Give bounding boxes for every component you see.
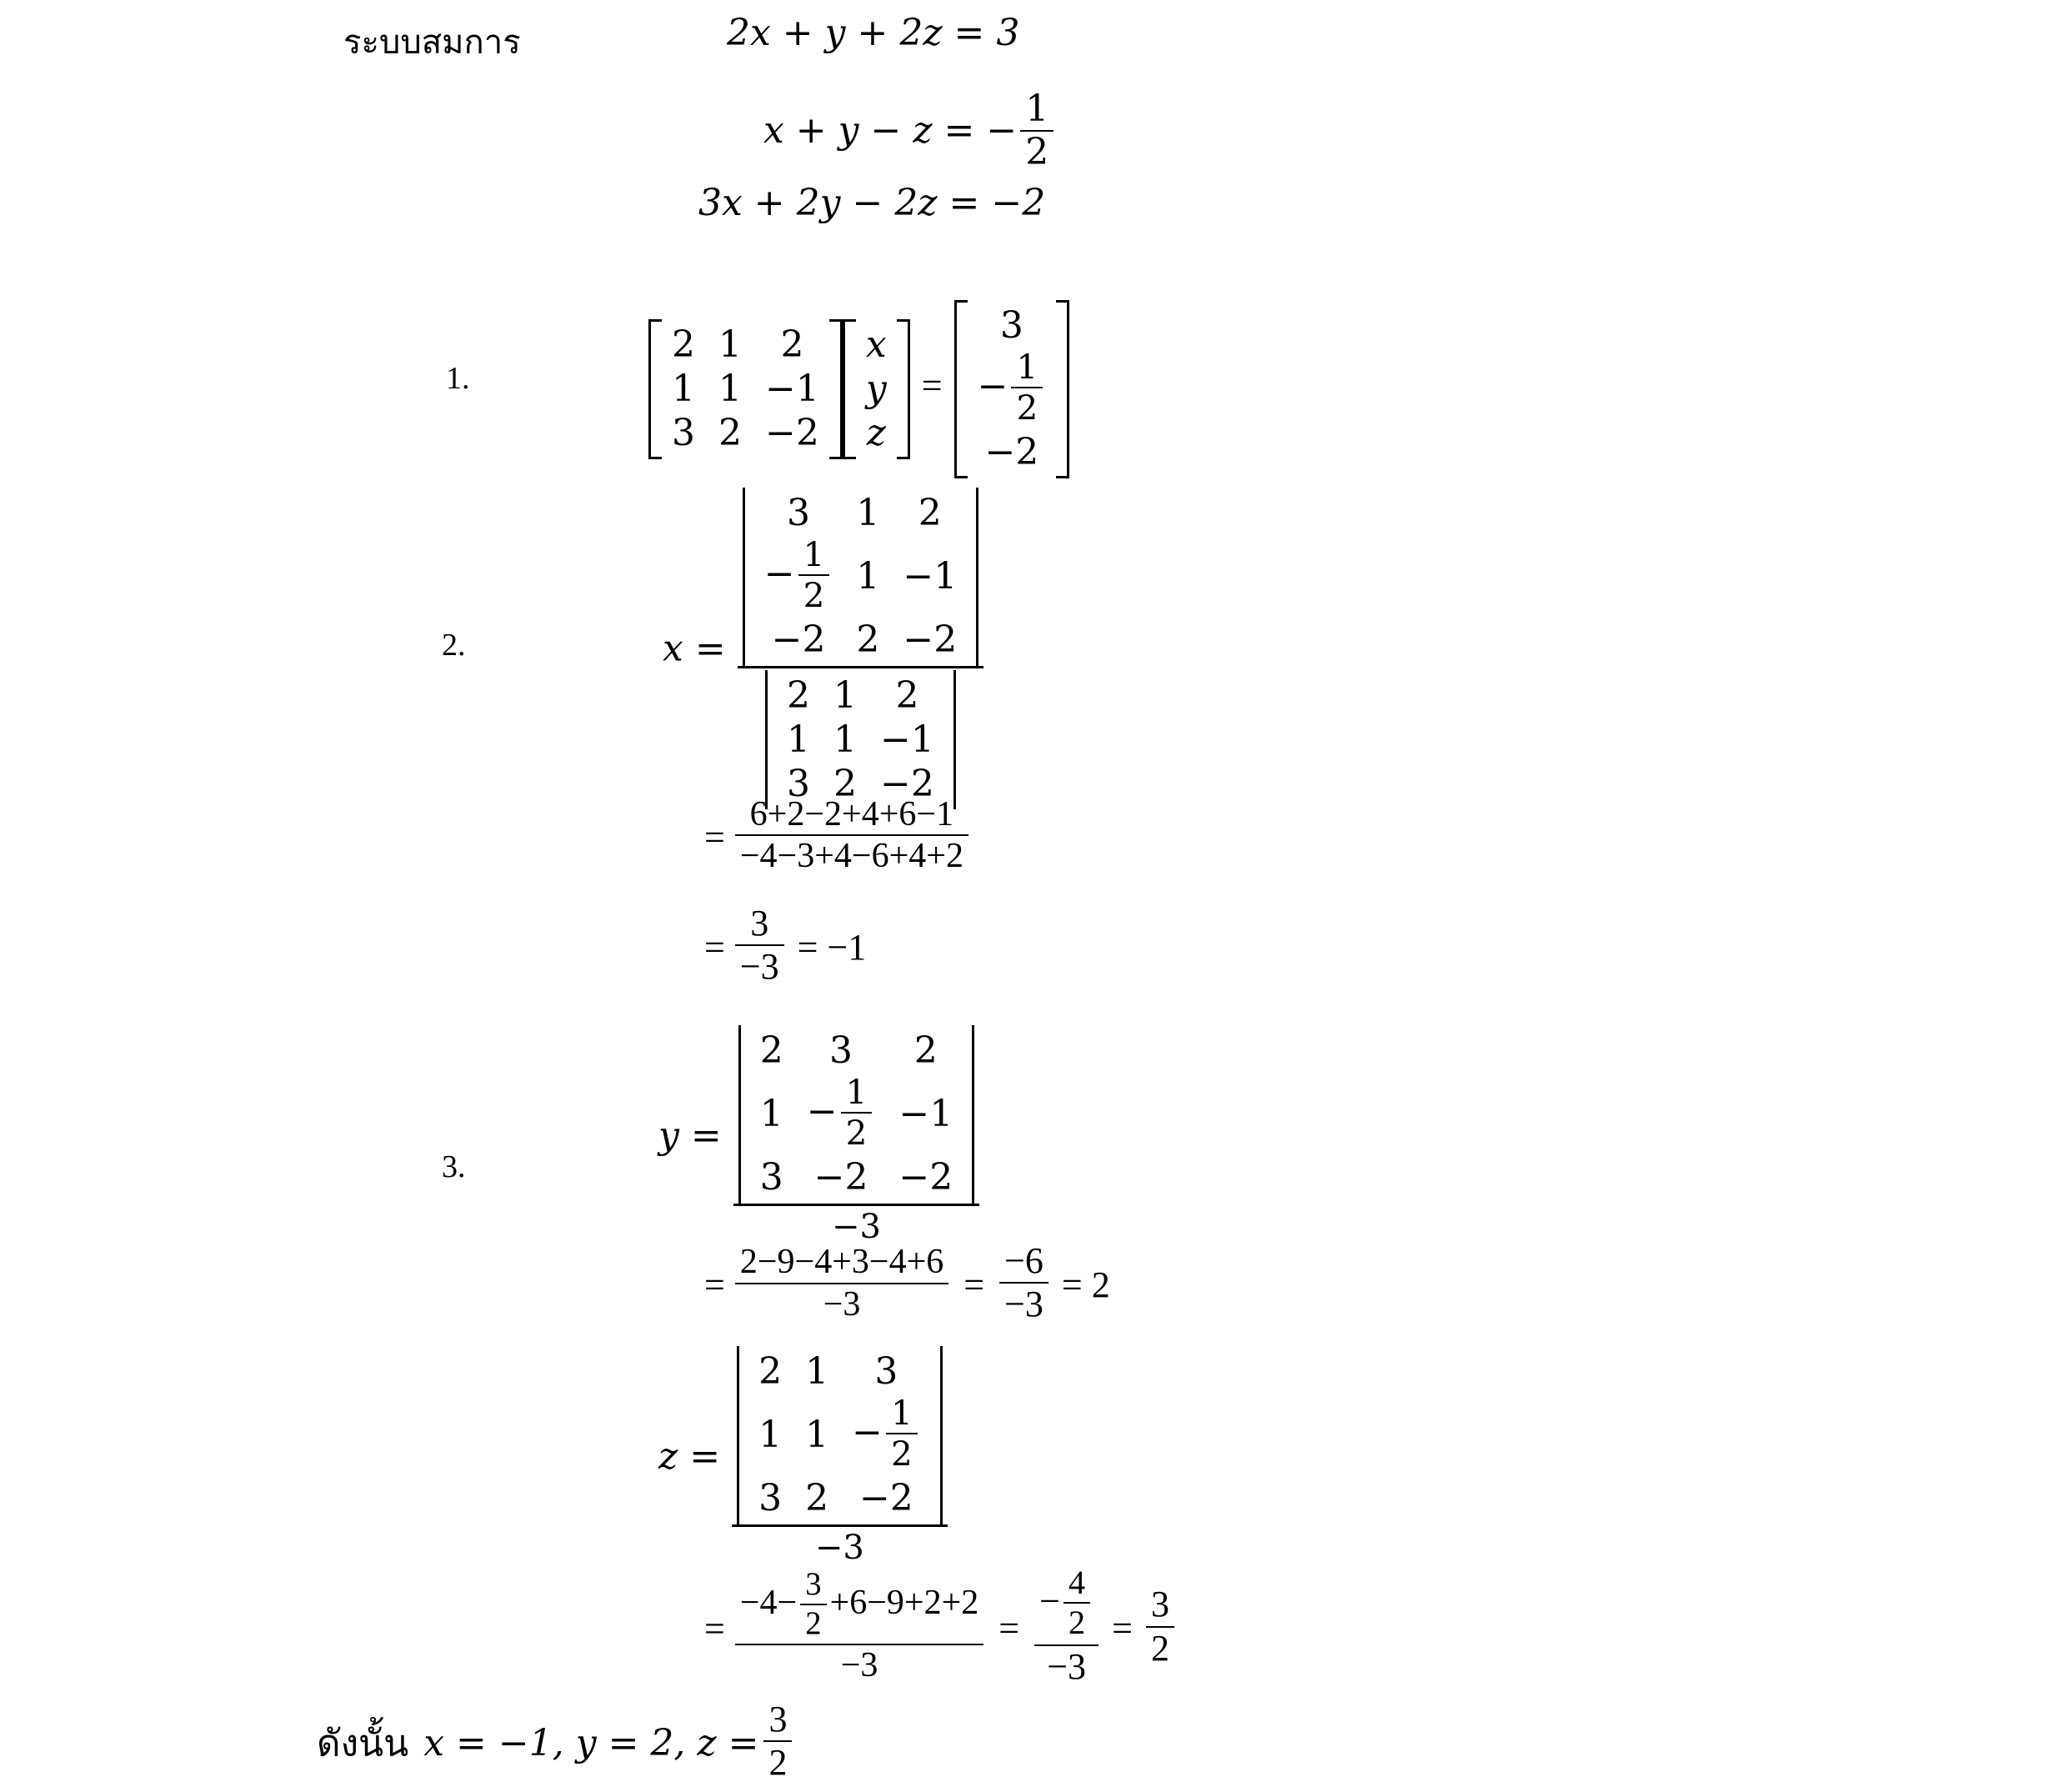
equals-sign: =: [690, 1114, 722, 1157]
fraction-denominator: −3: [735, 944, 784, 989]
step-3-number: 3.: [442, 1149, 466, 1184]
fraction: [735, 903, 784, 989]
equals-sign: =: [704, 816, 725, 858]
fraction-denominator: −3: [733, 1204, 980, 1246]
matrix-cell: 2: [672, 323, 695, 366]
matrix-cell: 1: [758, 1414, 783, 1457]
matrix-cell: 2: [856, 618, 880, 662]
equation-2-lhs: x + y − z = −: [763, 109, 1018, 153]
numerator-determinant: [741, 488, 981, 666]
denominator-determinant: [763, 670, 958, 810]
matrix-cell: 2: [759, 1029, 783, 1072]
matrix-cell: 3: [758, 1477, 783, 1520]
fraction-numerator: [738, 488, 984, 666]
fraction-numerator: 3: [750, 902, 769, 944]
step-1-number: 1.: [446, 361, 470, 396]
matrix-cell: [966, 348, 1059, 430]
fraction-denominator: 2: [1146, 1626, 1174, 1670]
equals-sign: =: [689, 1434, 721, 1478]
matrix-cell: 2: [718, 412, 742, 455]
step-4-line-2: [704, 1563, 1178, 1690]
fraction-numerator: [735, 1568, 983, 1644]
matrix-row: [747, 1394, 933, 1476]
fraction-denominator: −3: [999, 1282, 1049, 1326]
fraction: [735, 1242, 948, 1324]
fraction: [841, 1073, 873, 1152]
conclusion-line: [317, 1700, 795, 1786]
fraction-denominator: 2: [800, 1604, 826, 1642]
variable-y: y: [658, 1114, 679, 1157]
equals-sign: =: [704, 1264, 725, 1306]
matrix-cell: 1: [787, 718, 811, 761]
fraction-denominator: 2: [1020, 130, 1054, 174]
fraction: [735, 794, 968, 877]
matrix-cell: 3: [787, 763, 811, 806]
matrix-cell: 3: [999, 304, 1023, 347]
fraction: [1034, 1565, 1099, 1689]
numerator-part-b: +6−9+2+2: [829, 1584, 979, 1623]
fraction: [886, 1394, 918, 1473]
matrix-row: [660, 367, 831, 411]
equals-sign: =: [1112, 1608, 1133, 1649]
fraction-numerator: 2−9−4+3−4+6: [739, 1243, 944, 1282]
matrix-row: [775, 673, 946, 718]
matrix-cell: 2: [895, 673, 919, 717]
step-2-line-2: [704, 796, 972, 878]
matrix-row: [854, 323, 898, 367]
minus-sign: −: [1039, 1580, 1060, 1622]
matrix-row: [854, 411, 898, 455]
matrix-row: [660, 323, 831, 367]
equals-sign: =: [704, 927, 725, 969]
matrix-cell: 3: [787, 492, 811, 534]
matrix-row: [753, 535, 969, 618]
fraction: [800, 1566, 826, 1642]
matrix-row: [747, 1476, 933, 1520]
fraction-denominator: −3: [735, 1644, 983, 1685]
fraction-numerator: 3: [1150, 1584, 1169, 1625]
matrix-cell: y: [865, 368, 887, 411]
equals-sign: =: [694, 627, 726, 670]
matrix-cell: −1: [880, 718, 934, 761]
fraction-numerator: [1034, 1565, 1099, 1644]
fraction: [735, 1568, 983, 1685]
matrix-cell: 3: [759, 1156, 783, 1199]
matrix-row: [966, 430, 1059, 474]
matrix-cell: 2: [918, 492, 942, 534]
solution-z-label: z =: [697, 1722, 759, 1765]
fraction: [1146, 1584, 1174, 1669]
fraction-numerator: 6+2−2+4+6−1: [749, 794, 954, 833]
matrix-cell: 1: [833, 718, 858, 761]
matrix-cell: [840, 1394, 933, 1476]
step-3-cramer-y: [658, 1025, 979, 1246]
cramer-fraction: [738, 488, 984, 809]
equation-2-fraction: [1020, 88, 1054, 174]
equals-sign: =: [921, 364, 943, 406]
variable-vector: [843, 319, 910, 459]
matrix-cell: 1: [856, 555, 880, 598]
fraction-numerator: [732, 1346, 948, 1524]
fraction: [1064, 1564, 1090, 1643]
coefficient-matrix: [648, 319, 843, 459]
matrix-row: [966, 303, 1059, 348]
conclusion-prefix: ดังนั้น: [317, 1722, 409, 1765]
fraction-denominator: 2: [841, 1112, 873, 1153]
result-value: = 2: [1061, 1264, 1110, 1306]
variable-x: x: [663, 627, 683, 670]
solution-y: y = 2,: [575, 1722, 686, 1765]
matrix-cell: [753, 535, 845, 618]
fraction-denominator: 2: [1064, 1602, 1090, 1643]
matrix-row: [753, 491, 969, 535]
matrix-cell: 2: [780, 323, 804, 366]
fraction-numerator: 1: [1016, 347, 1039, 388]
matrix-cell: 2: [758, 1350, 783, 1393]
step-2-cramer-x: [663, 488, 983, 809]
fraction: [1011, 348, 1043, 427]
matrix-cell: −2: [771, 618, 826, 662]
equation-2: [763, 87, 1057, 176]
numerator-part-a: −4−: [739, 1584, 798, 1623]
fraction-numerator: 1: [845, 1072, 868, 1113]
matrix-row: [660, 411, 831, 455]
matrix-cell: −1: [898, 1093, 953, 1136]
result-value: = −1: [797, 927, 867, 969]
fraction-denominator: −3: [735, 1283, 948, 1324]
rhs-vector: [954, 300, 1070, 478]
minus-sign: −: [806, 1090, 838, 1134]
fraction-denominator: 2: [798, 574, 830, 615]
matrix-cell: 1: [856, 492, 880, 534]
cramer-fraction: [732, 1346, 948, 1567]
matrix-cell: −2: [858, 1477, 913, 1520]
matrix-cell: x: [865, 323, 887, 366]
matrix-cell: 1: [672, 368, 695, 411]
fraction-denominator: −4−3+4−6+4+2: [735, 834, 968, 876]
step-2-number: 2.: [442, 628, 466, 663]
matrix-cell: −2: [813, 1156, 868, 1199]
matrix-cell: −2: [903, 618, 958, 662]
equals-sign: =: [963, 1264, 985, 1306]
matrix-cell: 2: [787, 673, 811, 717]
matrix-cell: 3: [829, 1029, 853, 1072]
fraction-denominator: 2: [1011, 387, 1043, 428]
matrix-cell: −1: [765, 368, 819, 411]
matrix-cell: −2: [898, 1156, 953, 1199]
matrix-cell: 3: [874, 1350, 898, 1393]
fraction-numerator: 1: [890, 1393, 913, 1434]
matrix-cell: −2: [880, 763, 934, 806]
fraction-denominator: 2: [886, 1433, 918, 1474]
matrix-cell: 1: [718, 368, 742, 411]
fraction-numerator: 1: [803, 534, 825, 575]
fraction-numerator: 3: [768, 1698, 788, 1739]
matrix-cell: 3: [672, 412, 695, 455]
matrix-cell: 2: [805, 1477, 829, 1520]
fraction: [798, 535, 830, 614]
matrix-cell: −2: [984, 431, 1039, 474]
matrix-row: [966, 348, 1059, 430]
matrix-cell: 2: [833, 763, 858, 806]
matrix-cell: 1: [718, 323, 742, 366]
step-2-line-3: [704, 904, 866, 990]
numerator-determinant: [737, 1025, 977, 1204]
minus-sign: −: [977, 365, 1008, 408]
matrix-cell: [795, 1073, 888, 1155]
matrix-cell: 2: [913, 1029, 938, 1072]
matrix-row: [747, 1349, 933, 1394]
fraction-denominator: −3: [732, 1524, 948, 1567]
matrix-cell: −2: [765, 412, 819, 455]
fraction: [999, 1240, 1049, 1326]
fraction-numerator: −6: [1004, 1239, 1044, 1281]
system-label: ระบบสมการ: [343, 23, 521, 61]
matrix-row: [748, 1029, 965, 1073]
step-1-matrix-equation: [648, 300, 1069, 478]
matrix-cell: 1: [805, 1350, 829, 1393]
minus-sign: −: [763, 553, 795, 596]
minus-sign: −: [852, 1411, 883, 1454]
cramer-fraction: [733, 1025, 980, 1246]
equation-3: 3x + 2y − 2z = −2: [698, 182, 1046, 224]
solution-z-fraction: [763, 1699, 792, 1784]
numerator-determinant: [735, 1346, 944, 1524]
matrix-row: [748, 1073, 965, 1155]
fraction-denominator: 2: [763, 1740, 792, 1784]
fraction-numerator: 4: [1068, 1563, 1086, 1601]
step-3-line-2: [704, 1239, 1110, 1328]
equation-1: 2x + y + 2z = 3: [727, 12, 1020, 54]
fraction-numerator: 1: [1025, 87, 1049, 130]
step-4-cramer-z: [658, 1346, 948, 1567]
fraction-numerator: [733, 1025, 980, 1204]
matrix-cell: 1: [805, 1414, 829, 1457]
equals-sign: =: [998, 1608, 1020, 1649]
equals-sign: =: [704, 1608, 725, 1649]
variable-z: z: [658, 1434, 678, 1478]
matrix-cell: 1: [833, 673, 858, 717]
matrix-row: [854, 367, 898, 411]
matrix-row: [775, 718, 946, 762]
solution-x: x = −1,: [423, 1722, 564, 1765]
matrix-row: [753, 618, 969, 662]
matrix-row: [748, 1155, 965, 1199]
fraction-denominator: [738, 666, 984, 810]
fraction-denominator: −3: [1034, 1644, 1099, 1689]
matrix-cell: −1: [903, 555, 958, 598]
matrix-cell: z: [866, 412, 886, 455]
fraction-numerator: 3: [805, 1567, 822, 1603]
matrix-cell: 1: [759, 1093, 783, 1136]
